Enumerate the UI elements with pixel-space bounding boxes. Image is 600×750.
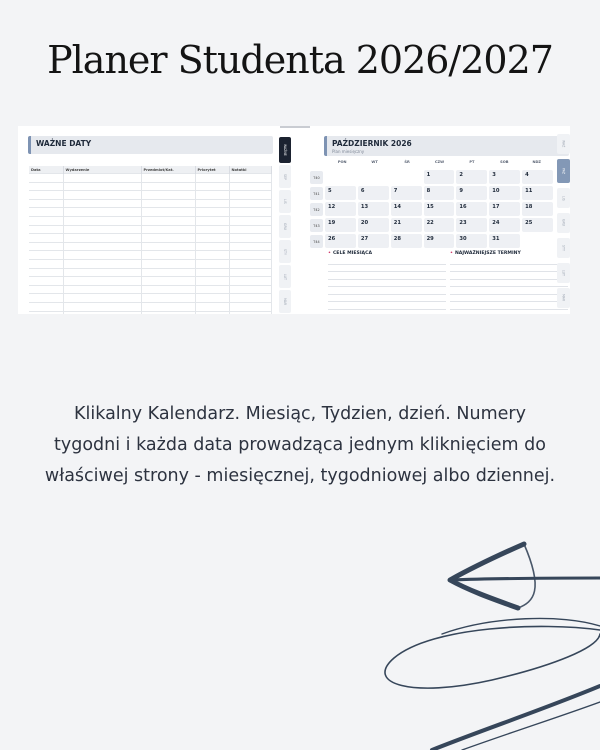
table-cell[interactable] <box>229 311 271 314</box>
table-row[interactable] <box>29 182 271 191</box>
table-row[interactable] <box>29 216 271 225</box>
table-cell[interactable] <box>29 234 63 243</box>
table-cell[interactable] <box>229 294 271 303</box>
calendar-day-link[interactable] <box>456 218 487 232</box>
weekday-label: CZW <box>434 160 445 164</box>
calendar-day-link[interactable] <box>391 234 422 248</box>
left-page <box>18 126 310 314</box>
weekday-label: ŚR <box>404 160 410 164</box>
table-cell[interactable] <box>29 174 63 183</box>
calendar-day-number: 26 <box>328 236 336 242</box>
calendar-day-number: 18 <box>525 204 533 210</box>
table-cell[interactable] <box>63 208 141 217</box>
table-row[interactable] <box>29 242 271 251</box>
tab-wazne[interactable]: WAŻ <box>557 134 570 154</box>
calendar-day-number: 28 <box>393 236 401 242</box>
table-cell[interactable] <box>229 225 271 234</box>
table-cell[interactable] <box>195 242 229 251</box>
tab-month[interactable]: MAR <box>279 290 291 313</box>
week-number-link[interactable]: T42 <box>310 203 323 216</box>
table-cell[interactable] <box>195 182 229 191</box>
calendar-empty-cell <box>522 234 553 248</box>
calendar-day-link[interactable] <box>424 170 455 184</box>
calendar-day-number: 7 <box>393 188 398 194</box>
table-cell[interactable] <box>63 242 141 251</box>
table-cell[interactable] <box>141 302 195 311</box>
calendar-day-number: 16 <box>459 204 467 210</box>
tab-month[interactable]: LIS <box>279 190 291 213</box>
table-cell[interactable] <box>141 199 195 208</box>
table-row[interactable] <box>29 191 271 200</box>
table-cell[interactable] <box>63 225 141 234</box>
table-cell[interactable] <box>229 268 271 277</box>
table-cell[interactable] <box>63 259 141 268</box>
calendar-day-number: 6 <box>360 188 365 194</box>
table-cell[interactable] <box>195 199 229 208</box>
tab-month[interactable]: LIS <box>557 188 570 208</box>
calendar-day-link[interactable] <box>424 218 455 232</box>
table-cell[interactable] <box>141 216 195 225</box>
table-cell[interactable] <box>195 216 229 225</box>
table-cell[interactable] <box>229 251 271 260</box>
table-cell[interactable] <box>63 294 141 303</box>
calendar-day-link[interactable] <box>424 186 455 200</box>
table-cell[interactable] <box>63 234 141 243</box>
table-row[interactable] <box>29 268 271 277</box>
calendar-day-number: 2 <box>459 172 464 178</box>
table-cell[interactable] <box>229 277 271 286</box>
tab-current-month[interactable]: PAŹ <box>557 159 570 183</box>
table-cell[interactable] <box>141 277 195 286</box>
description-line: Klikalny Kalendarz. Miesiąc, Tydzien, dzień. Numery <box>74 404 526 424</box>
table-cell[interactable] <box>141 182 195 191</box>
table-cell[interactable] <box>195 268 229 277</box>
table-cell[interactable] <box>29 199 63 208</box>
calendar-day-link[interactable] <box>522 202 553 216</box>
table-row[interactable] <box>29 225 271 234</box>
key-deadlines-heading: • NAJWAŻNIEJSZE TERMINY <box>450 251 521 256</box>
weekday-label: PT <box>469 160 475 164</box>
decorative-arrow-icon <box>372 530 600 750</box>
calendar-day-number: 27 <box>360 236 369 242</box>
table-cell[interactable] <box>195 302 229 311</box>
column-header: Priorytet <box>195 166 229 174</box>
weekday-label: PON <box>337 160 347 164</box>
page-title: Planer Studenta 2026/2027 <box>47 38 553 82</box>
weekday-label: WT <box>371 160 378 164</box>
table-cell[interactable] <box>29 251 63 260</box>
calendar-day-number: 9 <box>459 188 464 194</box>
table-row[interactable] <box>29 311 271 314</box>
table-cell[interactable] <box>29 216 63 225</box>
calendar-day-number: 20 <box>360 220 369 226</box>
table-cell[interactable] <box>63 191 141 200</box>
table-cell[interactable] <box>63 285 141 294</box>
table-cell[interactable] <box>195 251 229 260</box>
table-cell[interactable] <box>229 285 271 294</box>
table-cell[interactable] <box>29 191 63 200</box>
table-row[interactable] <box>29 251 271 260</box>
table-cell[interactable] <box>195 225 229 234</box>
description-line: tygodni i każda data prowadząca jednym kliknięciem do <box>54 435 546 455</box>
calendar-day-number: 23 <box>459 220 467 226</box>
week-number-link[interactable]: T43 <box>310 219 323 232</box>
table-cell[interactable] <box>29 311 63 314</box>
calendar-day-link[interactable] <box>358 218 389 232</box>
calendar-day-link[interactable] <box>358 234 389 248</box>
calendar-day-link[interactable] <box>325 202 356 216</box>
tab-month[interactable]: LUT <box>557 263 570 283</box>
tab-month[interactable]: SEP <box>279 165 291 188</box>
weekday-header <box>326 160 553 164</box>
calendar-day-number: 21 <box>393 220 401 226</box>
tab-month[interactable]: LUT <box>279 265 291 288</box>
table-cell[interactable] <box>29 208 63 217</box>
key-deadlines-lines[interactable] <box>450 257 568 310</box>
calendar-day-number: 31 <box>492 236 500 242</box>
table-cell[interactable] <box>229 242 271 251</box>
calendar-grid <box>325 170 553 248</box>
calendar-day-link[interactable] <box>391 202 422 216</box>
calendar-day-link[interactable] <box>489 218 520 232</box>
table-cell[interactable] <box>229 182 271 191</box>
table-row[interactable] <box>29 199 271 208</box>
calendar-day-link[interactable] <box>489 234 520 248</box>
calendar-day-link[interactable] <box>456 186 487 200</box>
calendar-day-link[interactable] <box>456 202 487 216</box>
calendar-day-number: 4 <box>525 172 529 178</box>
calendar-day-number: 8 <box>426 188 431 194</box>
calendar-day-number: 15 <box>426 204 434 210</box>
table-cell[interactable] <box>195 259 229 268</box>
table-cell[interactable] <box>141 259 195 268</box>
calendar-day-link[interactable] <box>424 234 455 248</box>
table-row[interactable] <box>29 285 271 294</box>
table-cell[interactable] <box>29 277 63 286</box>
month-subtitle: Plan miesięczny <box>332 149 365 154</box>
table-cell[interactable] <box>63 311 141 314</box>
calendar-day-link[interactable] <box>456 170 487 184</box>
calendar-day-link[interactable] <box>325 234 356 248</box>
table-cell[interactable] <box>29 302 63 311</box>
table-cell[interactable] <box>63 302 141 311</box>
calendar-day-number: 22 <box>426 220 434 226</box>
important-dates-header <box>28 136 273 154</box>
table-row[interactable] <box>29 302 271 311</box>
calendar-day-link[interactable] <box>358 202 389 216</box>
table-header-row <box>29 166 271 174</box>
calendar-day-link[interactable] <box>489 186 520 200</box>
weekday-label: SOB <box>500 160 509 164</box>
table-cell[interactable] <box>29 182 63 191</box>
table-cell[interactable] <box>63 199 141 208</box>
column-header: Przedmiot/Kat. <box>141 166 195 174</box>
weekday-label: NDZ <box>532 160 542 164</box>
column-header: Data <box>29 166 63 174</box>
calendar-day-number: 3 <box>492 172 496 178</box>
table-cell[interactable] <box>141 174 195 183</box>
calendar-day-number: 17 <box>492 204 500 210</box>
table-row[interactable] <box>29 277 271 286</box>
table-row[interactable] <box>29 234 271 243</box>
calendar-day-link[interactable] <box>424 202 455 216</box>
calendar-day-number: 30 <box>459 236 467 242</box>
table-cell[interactable] <box>63 277 141 286</box>
calendar-day-number: 1 <box>426 172 431 178</box>
right-page <box>310 126 570 314</box>
table-cell[interactable] <box>29 225 63 234</box>
calendar-day-number: 12 <box>328 204 336 210</box>
monthly-goals-lines[interactable] <box>328 257 446 310</box>
table-cell[interactable] <box>29 259 63 268</box>
tab-month[interactable]: STY <box>279 240 291 263</box>
table-cell[interactable] <box>29 242 63 251</box>
week-number-link[interactable]: T40 <box>310 171 323 184</box>
table-cell[interactable] <box>141 251 195 260</box>
calendar-empty-cell <box>391 170 422 184</box>
calendar-day-link[interactable] <box>358 186 389 200</box>
calendar-day-number: 29 <box>426 236 434 242</box>
table-cell[interactable] <box>63 174 141 183</box>
calendar-day-number: 10 <box>492 188 500 194</box>
table-cell[interactable] <box>195 294 229 303</box>
table-row[interactable] <box>29 259 271 268</box>
calendar-day-link[interactable] <box>325 186 356 200</box>
table-row[interactable] <box>29 294 271 303</box>
table-cell[interactable] <box>141 234 195 243</box>
calendar-day-link[interactable] <box>489 170 520 184</box>
table-cell[interactable] <box>141 285 195 294</box>
tab-month[interactable]: GRU <box>557 213 570 233</box>
description-line: właściwej strony - miesięcznej, tygodniowej albo dziennej. <box>44 466 556 486</box>
week-number-link[interactable]: T44 <box>310 235 323 248</box>
table-cell[interactable] <box>141 311 195 314</box>
week-number-link[interactable]: T41 <box>310 187 323 200</box>
important-dates-table <box>29 166 272 314</box>
description-text <box>0 399 600 492</box>
table-row[interactable] <box>29 208 271 217</box>
column-header: Wydarzenie <box>63 166 141 174</box>
calendar-day-link[interactable] <box>456 234 487 248</box>
tab-month[interactable]: GRU <box>279 215 291 238</box>
table-row[interactable] <box>29 174 271 183</box>
month-header <box>324 136 569 156</box>
calendar-day-number: 25 <box>525 220 533 226</box>
calendar-day-link[interactable] <box>522 218 553 232</box>
calendar-day-number: 5 <box>328 188 332 194</box>
table-cell[interactable] <box>141 242 195 251</box>
table-cell[interactable] <box>195 174 229 183</box>
calendar-day-link[interactable] <box>391 218 422 232</box>
table-cell[interactable] <box>229 259 271 268</box>
table-cell[interactable] <box>141 294 195 303</box>
week-number-column <box>310 171 323 251</box>
table-cell[interactable] <box>63 268 141 277</box>
table-cell[interactable] <box>229 216 271 225</box>
calendar-day-link[interactable] <box>325 218 356 232</box>
table-cell[interactable] <box>141 268 195 277</box>
table-cell[interactable] <box>195 208 229 217</box>
tab-month[interactable]: STY <box>557 238 570 258</box>
tab-wazne[interactable]: WAŻNE <box>279 137 291 163</box>
table-cell[interactable] <box>229 234 271 243</box>
calendar-day-number: 11 <box>525 188 533 194</box>
table-cell[interactable] <box>195 234 229 243</box>
table-cell[interactable] <box>29 268 63 277</box>
table-cell[interactable] <box>29 294 63 303</box>
left-tabs <box>279 137 291 314</box>
calendar-day-number: 13 <box>360 204 369 210</box>
monthly-goals-heading: • CELE MIESIĄCA <box>328 251 372 256</box>
column-header: Notatki <box>229 166 271 174</box>
calendar-day-link[interactable] <box>522 186 553 200</box>
calendar-empty-cell <box>325 170 356 184</box>
table-cell[interactable] <box>63 216 141 225</box>
month-title: PAŹDZIERNIK 2026 <box>332 139 412 148</box>
table-cell[interactable] <box>229 302 271 311</box>
table-cell[interactable] <box>229 174 271 183</box>
table-cell[interactable] <box>229 191 271 200</box>
table-cell[interactable] <box>63 251 141 260</box>
planner-spread <box>18 126 570 314</box>
calendar-day-link[interactable] <box>489 202 520 216</box>
table-cell[interactable] <box>195 277 229 286</box>
calendar-day-number: 19 <box>328 220 336 226</box>
right-tabs <box>557 134 570 313</box>
tab-month[interactable]: MAR <box>557 288 570 308</box>
table-cell[interactable] <box>229 199 271 208</box>
table-cell[interactable] <box>141 191 195 200</box>
table-cell[interactable] <box>195 191 229 200</box>
important-dates-title: WAŻNE DATY <box>36 139 92 148</box>
calendar-day-number: 14 <box>393 204 401 210</box>
table-cell[interactable] <box>141 225 195 234</box>
table-cell[interactable] <box>195 285 229 294</box>
table-cell[interactable] <box>141 208 195 217</box>
table-cell[interactable] <box>63 182 141 191</box>
calendar-day-link[interactable] <box>522 170 553 184</box>
table-cell[interactable] <box>229 208 271 217</box>
table-cell[interactable] <box>29 285 63 294</box>
table-cell[interactable] <box>195 311 229 314</box>
calendar-day-link[interactable] <box>391 186 422 200</box>
calendar-day-number: 24 <box>492 220 500 226</box>
calendar-empty-cell <box>358 170 389 184</box>
